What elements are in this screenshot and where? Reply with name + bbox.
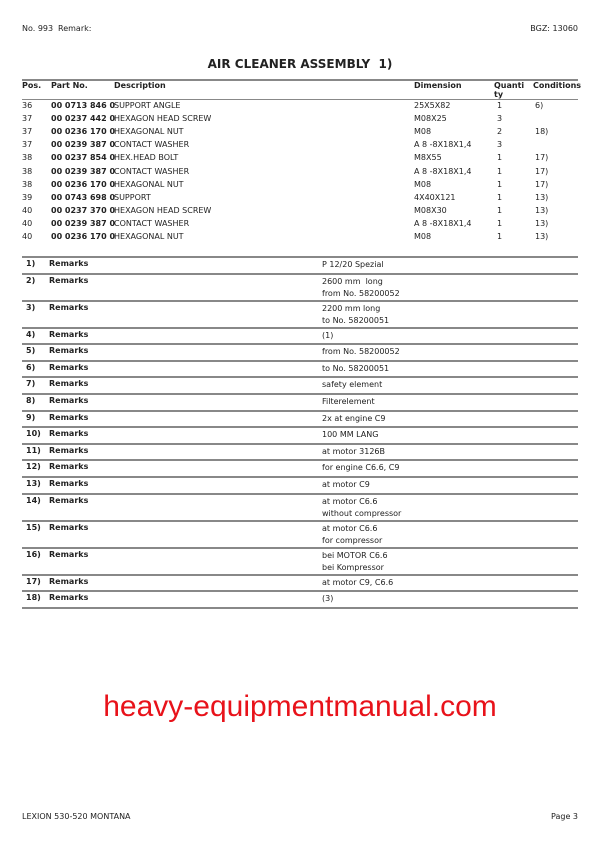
remark-label: Remarks [49,259,89,268]
part-pos: 38 [22,179,33,189]
divider [22,426,578,428]
part-dimension: A 8 -8X18X1,4 [414,140,472,150]
remark-number: 12) [26,462,41,472]
part-quantity: 1 [497,153,503,163]
part-description: HEXAGONAL NUT [114,179,184,189]
col-description: Description [114,81,166,90]
part-dimension: M8X55 [414,153,442,163]
part-number: 00 0239 387 0 [51,218,116,228]
watermark: heavy-equipmentmanual.com [103,690,497,723]
part-number: 00 0239 387 0 [51,166,116,176]
part-description: HEXAGON HEAD SCREW [114,114,212,124]
remark-text: at motor C6.6 for compressor [322,523,383,545]
part-dimension: M08X30 [414,205,447,215]
remark-label: Remarks [49,396,89,405]
part-dimension: M08X25 [414,114,447,124]
divider [22,547,578,549]
remark-label: Remarks [49,302,89,312]
remark-label: Remarks [49,593,89,603]
remark-number: 8) [26,396,36,405]
remark-label: Remarks [49,379,89,389]
remark-text: 2600 mm long from No. 58200052 [322,276,400,298]
col-conditions: Conditions [533,81,582,90]
divider [22,590,578,592]
part-dimension: M08 [414,232,432,241]
divider [22,574,578,576]
part-condition: 17) [535,153,549,163]
part-number: 00 0713 846 0 [51,101,116,110]
part-description: SUPPORT [114,192,151,202]
remark-number: 9) [26,412,36,422]
part-dimension: M08 [414,127,432,137]
remark-text: to No. 58200051 [322,363,390,373]
part-quantity: 2 [497,127,503,137]
remark-label: Remarks [49,275,89,285]
part-quantity: 1 [497,179,503,189]
part-dimension: 4X40X121 [414,192,456,202]
part-number: 00 0237 370 0 [51,205,116,215]
part-pos: 38 [22,153,33,163]
divider [22,343,578,345]
remark-label: Remarks [49,412,89,422]
part-quantity: 3 [497,114,503,124]
part-description: CONTACT WASHER [114,218,190,228]
part-pos: 37 [22,127,33,137]
part-number: 00 0236 170 0 [51,179,116,189]
remark-text: safety element [322,380,383,390]
remark-text: 2200 mm long to No. 58200051 [322,303,390,325]
remark-text: for engine C6.6, C9 [322,463,400,473]
divider [22,410,578,412]
divider [22,443,578,445]
divider [22,360,578,362]
divider [22,327,578,329]
remark-label: Remarks [49,429,89,439]
footer-page: Page 3 [551,812,578,821]
remark-number: 16) [26,549,41,559]
remark-number: 2) [26,275,36,285]
bgz-number: BGZ: 13060 [530,24,578,33]
remark-number: 4) [26,329,36,339]
remark-number: 18) [26,593,41,603]
divider [22,459,578,461]
remark-label: Remarks [49,346,89,356]
part-pos: 37 [22,140,33,150]
part-condition: 17) [535,166,549,176]
col-part-no: Part No. [51,81,88,90]
part-quantity: 1 [497,166,503,176]
divider [22,493,578,495]
remark-label: Remarks [49,495,89,505]
part-dimension: 25X5X82 [414,101,451,110]
remark-number: 5) [26,346,36,356]
part-number: 00 0743 698 0 [51,192,116,202]
part-condition: 17) [535,179,549,189]
part-pos: 38 [22,166,33,176]
part-quantity: 1 [497,101,503,110]
remark-number: 3) [26,302,36,312]
remark-text: 100 MM LANG [322,430,379,440]
part-number: 00 0237 442 0 [51,114,116,124]
part-quantity: 1 [497,218,503,228]
divider [22,273,578,275]
page-title: AIR CLEANER ASSEMBLY 1) [207,57,393,71]
part-number: 00 0239 387 0 [51,140,116,150]
part-condition: 18) [535,127,549,137]
remark-number: 17) [26,576,41,586]
remark-text: at motor C6.6 without compressor [322,496,402,518]
part-dimension: A 8 -8X18X1,4 [414,218,472,228]
part-description: CONTACT WASHER [114,140,190,150]
part-pos: 40 [22,205,33,215]
col-pos: Pos. [22,81,42,90]
divider [22,99,578,100]
document-number: No. 993 [22,24,54,33]
part-description: HEXAGONAL NUT [114,232,184,241]
part-condition: 13) [535,232,549,241]
remark-number: 13) [26,479,41,488]
part-condition: 6) [535,101,544,110]
part-dimension: M08 [414,179,432,189]
part-description: HEXAGONAL NUT [114,127,184,137]
part-quantity: 1 [497,192,503,202]
remark-text: at motor C9, C6.6 [322,577,394,587]
part-description: HEX.HEAD BOLT [114,153,179,163]
remark-text: from No. 58200052 [322,347,400,357]
col-quantity: Quanti ty [494,81,525,99]
part-pos: 40 [22,218,33,228]
remark-text: Filterelement [322,397,375,406]
remark-number: 7) [26,379,36,389]
part-condition: 13) [535,205,549,215]
remark-text: bei MOTOR C6.6 bei Kompressor [322,550,388,572]
remark-number: 15) [26,522,41,532]
part-description: HEXAGON HEAD SCREW [114,205,212,215]
part-number: 00 0236 170 0 [51,127,116,137]
remark-text: (1) [322,330,334,340]
remark-text: (3) [322,594,334,604]
remark-label: Remarks [49,329,89,339]
remark-text: at motor C9 [322,480,370,489]
remark-label: Remarks [49,462,89,472]
part-pos: 37 [22,114,33,124]
part-number: 00 0236 170 0 [51,232,116,241]
remark-number: 1) [26,259,36,268]
remark-label: Remarks [49,576,89,586]
divider [22,607,578,609]
part-number: 00 0237 854 0 [51,153,116,163]
part-quantity: 3 [497,140,503,150]
remark-label: Remark: [58,24,92,33]
col-dimension: Dimension [414,81,462,90]
divider [22,256,578,258]
remark-label: Remarks [49,479,89,488]
divider [22,376,578,378]
remark-label: Remarks [49,362,89,372]
remark-number: 14) [26,495,41,505]
remark-label: Remarks [49,549,89,559]
remark-text: 2x at engine C9 [322,413,386,423]
remark-number: 10) [26,429,41,439]
remark-number: 6) [26,362,36,372]
part-pos: 36 [22,101,33,110]
part-pos: 40 [22,232,33,241]
remark-text: at motor 3126B [322,446,385,456]
divider [22,476,578,478]
part-dimension: A 8 -8X18X1,4 [414,166,472,176]
part-quantity: 1 [497,232,503,241]
remark-number: 11) [26,445,41,455]
divider [22,300,578,302]
divider [22,520,578,522]
remark-label: Remarks [49,522,89,532]
part-quantity: 1 [497,205,503,215]
part-condition: 13) [535,218,549,228]
divider [22,393,578,395]
part-condition: 13) [535,192,549,202]
part-description: CONTACT WASHER [114,166,190,176]
remark-text: P 12/20 Spezial [322,260,384,269]
footer-model: LEXION 530-520 MONTANA [22,812,131,821]
part-pos: 39 [22,192,33,202]
part-description: SUPPORT ANGLE [114,101,181,110]
remark-label: Remarks [49,445,89,455]
